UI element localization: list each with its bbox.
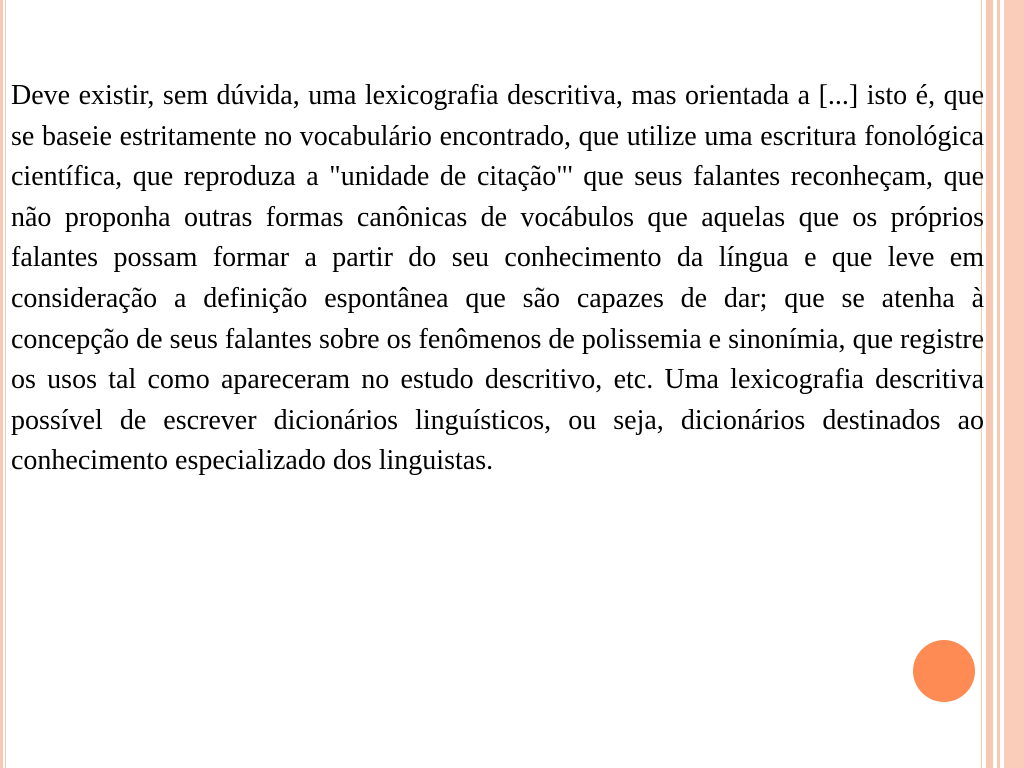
left-border-stripe — [0, 0, 3, 768]
right-border-band — [1004, 0, 1024, 768]
right-border-stripe-thin — [997, 0, 1000, 768]
right-border-stripe — [986, 0, 993, 768]
slide-body-text: Deve existir, sem dúvida, uma lexicografia descritiva, mas orientada a [...] isto é, que se baseie estritamente no vocabulário encontrado, que utilize uma escritura fonológica científica, que reproduza a "unidade de citação"' que seus falantes reconheçam, que não proponha outras formas canônicas de vocábulos que aquelas que os próprios falantes possam formar a partir do seu conhecimento da língua e que leve em consideração a definição espontânea que são capazes de dar; que se atenha à concepção de seus falantes sobre os fenômenos de polissemia e sinonímia, que registre os usos tal como apareceram no estudo descritivo, etc. Uma lexicografia descritiva possível de escrever dicionários linguísticos, ou seja, dicionários destinados ao conhecimento especializado dos linguistas. — [11, 80, 984, 477]
left-border-line — [5, 0, 6, 768]
decorative-circle-icon — [913, 640, 975, 702]
